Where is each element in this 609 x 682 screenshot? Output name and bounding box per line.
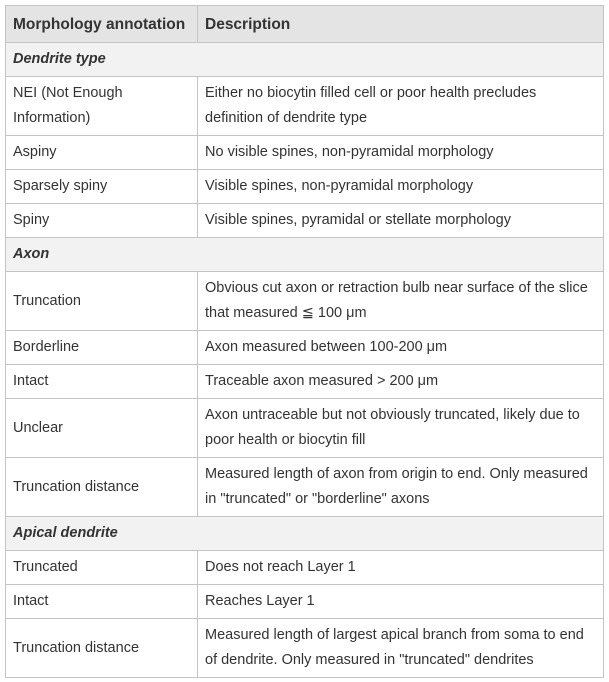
description-cell: Axon untraceable but not obviously truncated, likely due to poor health or biocytin fill [198,399,604,458]
section-row-apical-dendrite [6,517,604,551]
section-title: Dendrite type [6,43,604,77]
annotation-cell: Truncation [6,272,198,331]
annotation-cell: Aspiny [6,136,198,170]
annotation-cell: Spiny [6,204,198,238]
table-row [6,77,604,136]
table-header-row [6,6,604,43]
description-cell: Obvious cut axon or retraction bulb near surface of the slice that measured ≦ 100 μm [198,272,604,331]
description-cell: Reaches Layer 1 [198,585,604,619]
table-row [6,458,604,517]
column-header-annotation: Morphology annotation [6,6,198,43]
annotation-cell: Truncation distance [6,619,198,678]
table-row [6,585,604,619]
description-cell: No visible spines, non-pyramidal morphology [198,136,604,170]
annotation-cell: NEI (Not Enough Information) [6,77,198,136]
annotation-cell: Intact [6,585,198,619]
column-header-description: Description [198,6,604,43]
annotation-cell: Sparsely spiny [6,170,198,204]
table-row [6,331,604,365]
description-cell: Visible spines, pyramidal or stellate morphology [198,204,604,238]
section-row-dendrite-type [6,43,604,77]
description-cell: Measured length of axon from origin to end. Only measured in "truncated" or "borderline" axons [198,458,604,517]
table-row [6,204,604,238]
table-row [6,365,604,399]
annotation-cell: Truncated [6,551,198,585]
morphology-annotation-table [5,5,604,678]
description-cell: Axon measured between 100-200 μm [198,331,604,365]
section-title: Axon [6,238,604,272]
table-row [6,619,604,678]
table-row [6,551,604,585]
section-row-axon [6,238,604,272]
annotation-cell: Intact [6,365,198,399]
annotation-cell: Borderline [6,331,198,365]
morphology-table-container [5,5,604,678]
section-title: Apical dendrite [6,517,604,551]
table-row [6,272,604,331]
table-row [6,399,604,458]
annotation-cell: Unclear [6,399,198,458]
table-row [6,170,604,204]
annotation-cell: Truncation distance [6,458,198,517]
description-cell: Traceable axon measured > 200 μm [198,365,604,399]
description-cell: Visible spines, non-pyramidal morphology [198,170,604,204]
table-row [6,136,604,170]
description-cell: Either no biocytin filled cell or poor health precludes definition of dendrite type [198,77,604,136]
description-cell: Measured length of largest apical branch from soma to end of dendrite. Only measured in "truncated" dendrites [198,619,604,678]
description-cell: Does not reach Layer 1 [198,551,604,585]
